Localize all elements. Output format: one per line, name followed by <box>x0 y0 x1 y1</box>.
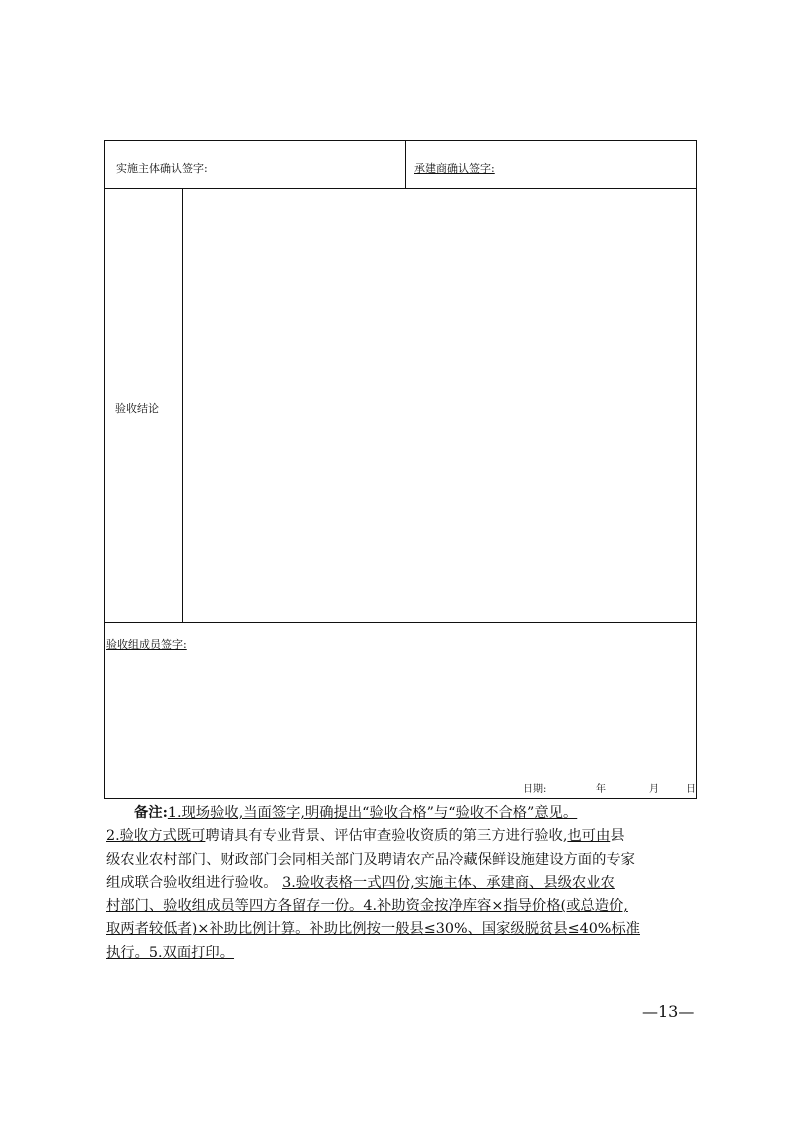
notes-text: 聘请具有专业背景、评估审查验收资质的第三方进行验收, <box>205 828 568 845</box>
notes-line-3: 级农业农村部门、财政部门会同相关部门及聘请农产品冷藏保鲜设施建设方面的专家 <box>106 851 635 868</box>
day-label: 日 <box>686 784 696 795</box>
notes-line-5: 村部门、验收组成员等四方各留存一份。4.补助资金按净库容×指导价格(或总造价, <box>106 898 628 915</box>
notes-text: 1.现场验收,当面签字,明确提出“验收合格”与“验收不合格”意见。 <box>167 805 578 821</box>
cell-divider <box>405 141 406 188</box>
notes-text: 3.验收表格一式四份,实施主体、承建商、县级农业农 <box>282 874 615 891</box>
conclusion-row <box>105 189 696 623</box>
acceptance-form-table <box>104 140 697 799</box>
contractor-signature-label: 承建商确认签字: <box>414 162 495 175</box>
notes-line-6: 取两者较低者)×补助比例计算。补助比例按一般县≤30%、国家级脱贫县≤40%标准 <box>106 921 640 938</box>
year-label: 年 <box>596 784 606 795</box>
notes-line-2 <box>106 825 699 848</box>
notes-text: 也可由 <box>567 828 611 845</box>
notes-line-7: 执行。5.双面打印。 <box>106 944 235 961</box>
page-number: —13— <box>642 1002 695 1021</box>
notes-line-4 <box>106 872 699 895</box>
month-label: 月 <box>649 784 659 795</box>
notes-line-1 <box>106 802 699 825</box>
members-signature-label: 验收组成员签字: <box>106 638 187 651</box>
notes-heading: 备注: <box>134 805 168 821</box>
signature-row <box>105 141 696 189</box>
implementer-signature-label: 实施主体确认签字: <box>116 162 208 175</box>
members-signature-row <box>105 623 696 799</box>
notes-section <box>106 802 699 965</box>
date-label: 日期: <box>523 784 547 795</box>
notes-text: 县 <box>610 828 625 845</box>
notes-text: 组成联合验收组进行验收。 <box>106 874 278 891</box>
conclusion-label-cell <box>105 189 183 622</box>
notes-text: 2.验收方式既可 <box>106 828 206 845</box>
conclusion-label: 验收结论 <box>115 402 159 415</box>
